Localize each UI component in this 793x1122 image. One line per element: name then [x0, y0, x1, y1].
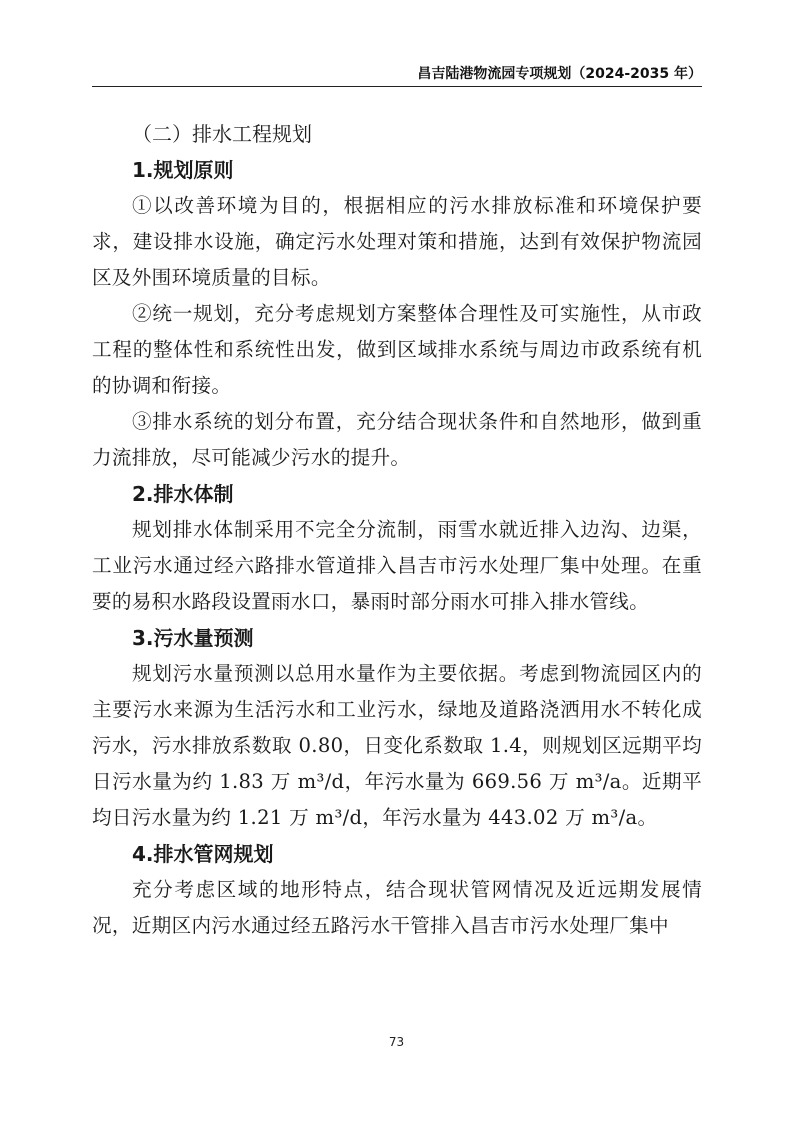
document-title: 昌吉陆港物流园专项规划（2024-2035 年） — [417, 66, 702, 82]
paragraph: ③排水系统的划分布置，充分结合现状条件和自然地形，做到重力流排放，尽可能减少污水的提升。 — [92, 410, 702, 469]
subsection-heading-planning-principles: 1.规划原则 — [132, 158, 234, 182]
subsection-heading-pipe-network: 4.排水管网规划 — [132, 842, 274, 866]
paragraph: 充分考虑区域的地形特点，结合现状管网情况及近远期发展情况，近期区内污水通过经五路污水干管排入昌吉市污水处理厂集中 — [92, 878, 702, 937]
paragraph: ①以改善环境为目的，根据相应的污水排放标准和环境保护要求，建设排水设施，确定污水处理对策和措施，达到有效保护物流园区及外围环境质量的目标。 — [92, 194, 702, 289]
page-content — [92, 116, 702, 944]
paragraph: 规划排水体制采用不完全分流制，雨雪水就近排入边沟、边渠，工业污水通过经六路排水管道排入昌吉市污水处理厂集中处理。在重要的易积水路段设置雨水口，暴雨时部分雨水可排入排水管线。 — [92, 518, 702, 613]
subsection-heading-drainage-system: 2.排水体制 — [132, 482, 234, 506]
page-header — [92, 64, 702, 87]
section-title: （二）排水工程规划 — [132, 122, 312, 146]
paragraph: ②统一规划，充分考虑规划方案整体合理性及可实施性，从市政工程的整体性和系统性出发，做到区域排水系统与周边市政系统有机的协调和衔接。 — [92, 302, 702, 397]
subsection-heading-sewage-forecast: 3.污水量预测 — [132, 626, 254, 650]
page-number: 73 — [388, 1035, 405, 1049]
paragraph: 规划污水量预测以总用水量作为主要依据。考虑到物流园区内的主要污水来源为生活污水和工业污水，绿地及道路浇洒用水不转化成污水，污水排放系数取 0.80，日变化系数取 1.4，则规划区远期平均日污水量为约 1.83 万 m³/d，年污水量为 669.56 万 m³/a。近期平均日污水量为约 1.21 万 m³/d，年污水量为 443.02 万 m³/a。 — [92, 662, 702, 829]
